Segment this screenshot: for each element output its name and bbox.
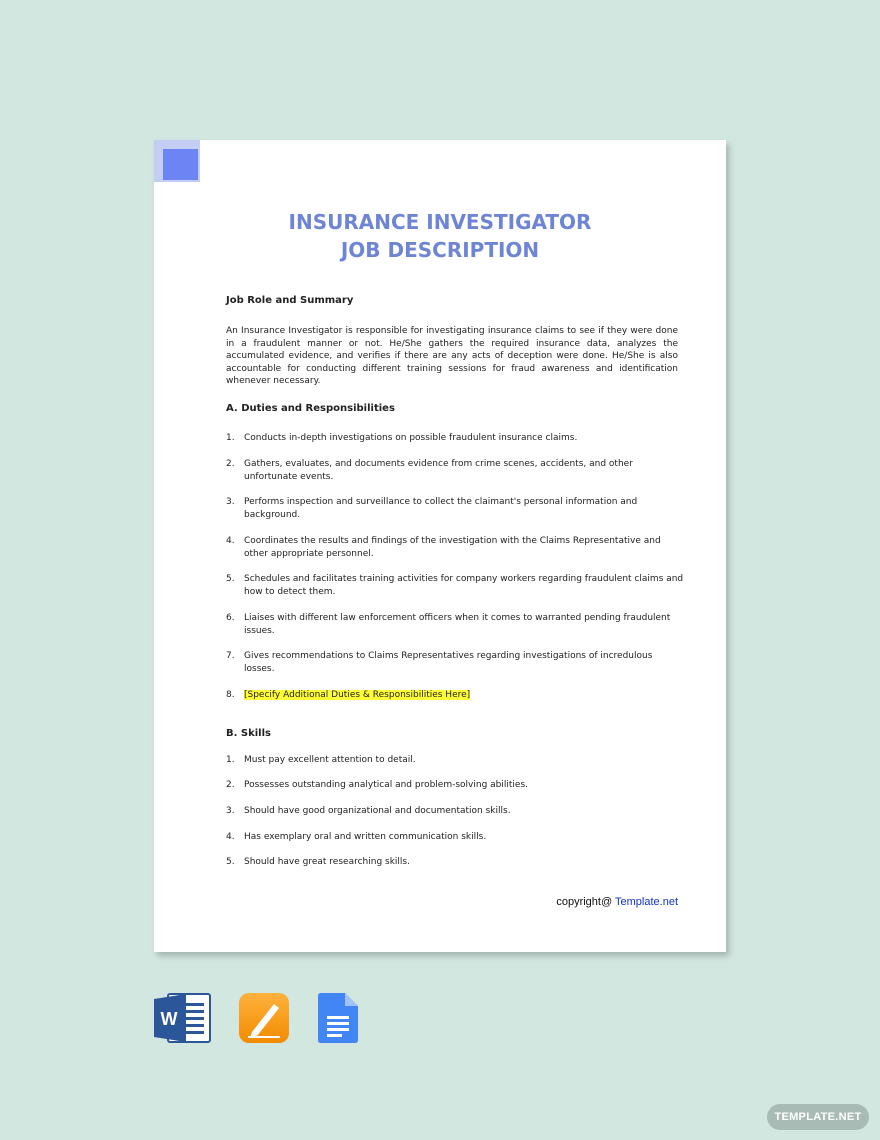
duty-item: Gathers, evaluates, and documents evidence from crime scenes, accidents, and other unfortunate events. [244, 459, 633, 482]
duty-number: 6. [226, 613, 235, 623]
skills-heading: B. Skills [226, 728, 271, 739]
document-title-line1: INSURANCE INVESTIGATOR [288, 210, 592, 234]
skill-item: Has exemplary oral and written communication skills. [244, 832, 487, 842]
skill-item: Possesses outstanding analytical and problem-solving abilities. [244, 780, 529, 790]
word-icon[interactable] [154, 992, 212, 1044]
skill-number: 4. [226, 832, 235, 842]
duty-item: Liaises with different law enforcement officers when it comes to warranted pending fraudulent issues. [244, 613, 671, 636]
document-page [154, 140, 726, 952]
duty-number: 3. [226, 497, 235, 507]
copyright-prefix: copyright@ [556, 896, 616, 908]
copyright-line [556, 896, 678, 908]
skill-number: 2. [226, 780, 235, 790]
duty-number: 1. [226, 433, 235, 443]
template-net-badge[interactable]: TEMPLATE.NET [767, 1104, 869, 1130]
duty-item: Performs inspection and surveillance to collect the claimant's personal information and background. [244, 497, 638, 520]
duty-number: 7. [226, 651, 235, 661]
summary-heading: Job Role and Summary [226, 295, 354, 306]
duty-number: 8. [226, 690, 235, 700]
skill-item: Must pay excellent attention to detail. [244, 755, 416, 765]
google-docs-icon[interactable] [317, 992, 359, 1044]
skill-number: 1. [226, 755, 235, 765]
duty-item: Schedules and facilitates training activities for company workers regarding fraudulent claims and how to detect them. [244, 574, 684, 597]
duties-heading: A. Duties and Responsibilities [226, 403, 395, 414]
pages-icon[interactable] [238, 992, 290, 1044]
copyright-link[interactable]: Template.net [615, 896, 678, 908]
skill-number: 5. [226, 857, 235, 867]
skill-item: Should have great researching skills. [244, 857, 410, 867]
skill-number: 3. [226, 806, 235, 816]
duty-item: Conducts in-depth investigations on possible fraudulent insurance claims. [244, 433, 578, 443]
corner-square [163, 149, 198, 180]
duty-item: Gives recommendations to Claims Representatives regarding investigations of incredulous losses. [244, 651, 653, 674]
duty-placeholder-item [244, 689, 684, 702]
duty-item: Coordinates the results and findings of the investigation with the Claims Representative and other appropriate personnel. [244, 536, 661, 559]
highlighted-placeholder: [Specify Additional Duties & Responsibilities Here] [244, 690, 471, 700]
svg-text:W: W [160, 1009, 178, 1029]
duty-number: 5. [226, 574, 235, 584]
summary-paragraph: An Insurance Investigator is responsible for investigating insurance claims to see if they were done in a fraudulent manner or not. He/She gathers the required insurance data, analyzes the accumulated evidence, and verifies if there are any acts of deception were done. He/She is also accountable for conducting different training sessions for fraud awareness and identification whenever necessary. [226, 326, 678, 386]
skill-item: Should have good organizational and documentation skills. [244, 806, 511, 816]
duty-number: 4. [226, 536, 235, 546]
duty-number: 2. [226, 459, 235, 469]
document-title-line2: JOB DESCRIPTION [340, 238, 540, 262]
